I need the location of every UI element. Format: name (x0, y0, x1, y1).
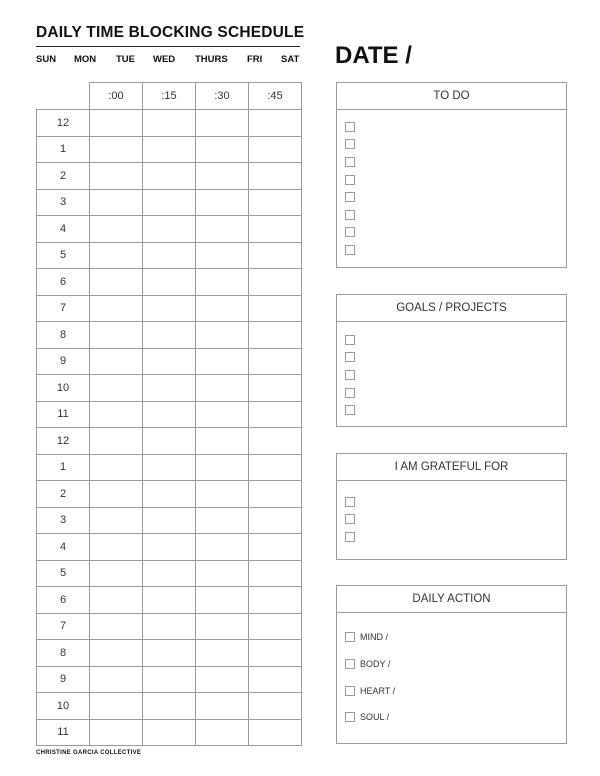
time-slot-cell[interactable] (143, 481, 196, 508)
hour-row (37, 189, 302, 216)
hour-row (37, 481, 302, 508)
goals-box (336, 294, 567, 427)
time-slot-cell[interactable] (249, 693, 302, 720)
time-slot-cell[interactable] (249, 322, 302, 349)
goal-item (345, 349, 566, 367)
hour-label: 2 (37, 163, 90, 190)
day-thurs[interactable]: THURS (195, 54, 228, 65)
hour-row (37, 507, 302, 534)
time-slot-cell[interactable] (143, 666, 196, 693)
time-slot-cell[interactable] (143, 348, 196, 375)
time-slot-cell[interactable] (249, 348, 302, 375)
hour-label: 11 (37, 401, 90, 428)
goal-checkbox[interactable] (345, 405, 355, 415)
hour-label: 9 (37, 348, 90, 375)
time-slot-cell[interactable] (143, 216, 196, 243)
time-slot-cell[interactable] (249, 216, 302, 243)
time-slot-cell[interactable] (90, 640, 143, 667)
time-slot-cell[interactable] (90, 560, 143, 587)
hour-row (37, 401, 302, 428)
time-slot-cell[interactable] (90, 534, 143, 561)
time-slot-cell[interactable] (90, 719, 143, 746)
column-header: :30 (196, 83, 249, 110)
time-slot-cell[interactable] (90, 163, 143, 190)
time-slot-cell[interactable] (90, 348, 143, 375)
time-slot-cell[interactable] (196, 719, 249, 746)
hour-row (37, 216, 302, 243)
grid-corner (37, 83, 90, 110)
time-slot-cell[interactable] (196, 216, 249, 243)
time-slot-cell[interactable] (143, 719, 196, 746)
hour-row (37, 348, 302, 375)
goals-title: GOALS / PROJECTS (337, 295, 566, 322)
grateful-title: I AM GRATEFUL FOR (337, 454, 566, 481)
daily-action-checkbox[interactable] (345, 686, 355, 696)
time-slot-cell[interactable] (249, 613, 302, 640)
goal-item (345, 384, 566, 402)
time-slot-cell[interactable] (196, 587, 249, 614)
todo-list (337, 110, 566, 259)
time-slot-cell[interactable] (143, 136, 196, 163)
hour-label: 10 (37, 375, 90, 402)
hour-label: 6 (37, 269, 90, 296)
hour-row (37, 295, 302, 322)
hour-row (37, 322, 302, 349)
daily-action-item (345, 704, 566, 731)
grateful-checkbox[interactable] (345, 497, 355, 507)
grateful-box (336, 453, 567, 560)
page-title: DAILY TIME BLOCKING SCHEDULE (36, 24, 305, 41)
time-slot-cell[interactable] (249, 719, 302, 746)
todo-item (345, 188, 566, 206)
daily-action-list (337, 613, 566, 731)
time-slot-cell[interactable] (249, 454, 302, 481)
time-slot-cell[interactable] (249, 242, 302, 269)
todo-item (345, 171, 566, 189)
hour-label: 7 (37, 295, 90, 322)
time-slot-cell[interactable] (143, 295, 196, 322)
time-slot-cell[interactable] (249, 163, 302, 190)
time-slot-cell[interactable] (196, 401, 249, 428)
time-slot-cell[interactable] (196, 322, 249, 349)
hour-row (37, 375, 302, 402)
time-slot-cell[interactable] (196, 640, 249, 667)
time-slot-cell[interactable] (90, 295, 143, 322)
time-slot-cell[interactable] (196, 375, 249, 402)
goal-checkbox[interactable] (345, 352, 355, 362)
time-slot-cell[interactable] (90, 110, 143, 137)
daily-action-item (345, 624, 566, 651)
hour-row (37, 719, 302, 746)
time-slot-cell[interactable] (143, 375, 196, 402)
todo-checkbox[interactable] (345, 122, 355, 132)
time-slot-cell[interactable] (143, 428, 196, 455)
time-slot-cell[interactable] (249, 666, 302, 693)
time-slot-cell[interactable] (143, 534, 196, 561)
time-slot-cell[interactable] (196, 428, 249, 455)
time-slot-cell[interactable] (249, 507, 302, 534)
grateful-item (345, 528, 566, 546)
daily-action-label: BODY / (360, 659, 391, 670)
time-slot-cell[interactable] (249, 534, 302, 561)
time-slot-cell[interactable] (196, 242, 249, 269)
time-slot-cell[interactable] (196, 189, 249, 216)
day-tue[interactable]: TUE (116, 54, 135, 65)
todo-item (345, 153, 566, 171)
todo-title: TO DO (337, 83, 566, 110)
day-wed[interactable]: WED (153, 54, 176, 65)
hour-row (37, 428, 302, 455)
hour-row (37, 242, 302, 269)
goal-checkbox[interactable] (345, 370, 355, 380)
time-slot-cell[interactable] (249, 560, 302, 587)
time-slot-cell[interactable] (143, 613, 196, 640)
column-header: :00 (90, 83, 143, 110)
day-mon[interactable]: MON (74, 54, 97, 65)
hour-row (37, 269, 302, 296)
time-slot-cell[interactable] (249, 295, 302, 322)
time-slot-cell[interactable] (196, 136, 249, 163)
time-slot-cell[interactable] (143, 163, 196, 190)
todo-box (336, 82, 567, 268)
time-slot-cell[interactable] (143, 322, 196, 349)
hour-row (37, 136, 302, 163)
todo-item (345, 241, 566, 259)
time-slot-cell[interactable] (143, 110, 196, 137)
time-slot-cell[interactable] (90, 454, 143, 481)
footer-brand: CHRISTINE GARCIA COLLECTIVE (36, 750, 142, 756)
grateful-item (345, 511, 566, 529)
time-slot-cell[interactable] (143, 693, 196, 720)
hour-row (37, 666, 302, 693)
hour-label: 10 (37, 693, 90, 720)
todo-checkbox[interactable] (345, 192, 355, 202)
day-sat[interactable]: SAT (281, 54, 300, 65)
hour-label: 1 (37, 136, 90, 163)
hour-label: 5 (37, 242, 90, 269)
daily-action-label: SOUL / (360, 712, 390, 723)
daily-action-checkbox[interactable] (345, 632, 355, 642)
grateful-item (345, 493, 566, 511)
hour-label: 11 (37, 719, 90, 746)
column-header: :45 (249, 83, 302, 110)
time-slot-cell[interactable] (143, 189, 196, 216)
weekday-row (0, 54, 310, 66)
time-slot-cell[interactable] (143, 401, 196, 428)
todo-item (345, 206, 566, 224)
hour-row (37, 587, 302, 614)
time-slot-cell[interactable] (90, 428, 143, 455)
hour-row (37, 534, 302, 561)
hour-label: 1 (37, 454, 90, 481)
daily-action-item (345, 651, 566, 678)
hour-row (37, 454, 302, 481)
time-slot-cell[interactable] (196, 560, 249, 587)
time-slot-cell[interactable] (90, 136, 143, 163)
time-slot-cell[interactable] (90, 613, 143, 640)
daily-action-item (345, 677, 566, 704)
time-slot-cell[interactable] (196, 534, 249, 561)
time-slot-cell[interactable] (196, 110, 249, 137)
time-slot-cell[interactable] (196, 481, 249, 508)
todo-item (345, 224, 566, 242)
time-slot-cell[interactable] (143, 587, 196, 614)
hour-label: 4 (37, 216, 90, 243)
time-slot-cell[interactable] (143, 242, 196, 269)
time-slot-cell[interactable] (90, 375, 143, 402)
hour-label: 12 (37, 428, 90, 455)
hour-row (37, 110, 302, 137)
time-slot-cell[interactable] (196, 454, 249, 481)
todo-checkbox[interactable] (345, 175, 355, 185)
hour-label: 8 (37, 640, 90, 667)
hour-row (37, 640, 302, 667)
goal-checkbox[interactable] (345, 388, 355, 398)
time-slot-cell[interactable] (90, 481, 143, 508)
todo-checkbox[interactable] (345, 157, 355, 167)
todo-item (345, 118, 566, 136)
grateful-checkbox[interactable] (345, 532, 355, 542)
time-slot-cell[interactable] (143, 560, 196, 587)
goal-item (345, 331, 566, 349)
hour-row (37, 163, 302, 190)
day-sun[interactable]: SUN (36, 54, 57, 65)
time-slot-cell[interactable] (196, 269, 249, 296)
grid-body (37, 110, 302, 746)
time-slot-cell[interactable] (90, 189, 143, 216)
time-slot-cell[interactable] (143, 269, 196, 296)
date-field[interactable]: DATE / (335, 42, 412, 69)
time-slot-cell[interactable] (249, 136, 302, 163)
daily-action-box (336, 585, 567, 744)
time-slot-cell[interactable] (90, 587, 143, 614)
time-slot-cell[interactable] (90, 666, 143, 693)
hour-row (37, 693, 302, 720)
hour-row (37, 560, 302, 587)
time-slot-cell[interactable] (90, 269, 143, 296)
time-slot-cell[interactable] (90, 401, 143, 428)
goal-checkbox[interactable] (345, 335, 355, 345)
hour-label: 2 (37, 481, 90, 508)
time-slot-cell[interactable] (196, 348, 249, 375)
time-slot-cell[interactable] (196, 507, 249, 534)
hour-label: 3 (37, 189, 90, 216)
time-slot-cell[interactable] (249, 587, 302, 614)
time-slot-cell[interactable] (249, 375, 302, 402)
time-slot-cell[interactable] (249, 401, 302, 428)
todo-item (345, 136, 566, 154)
time-slot-cell[interactable] (90, 216, 143, 243)
daily-action-label: MIND / (360, 632, 388, 643)
daily-action-checkbox[interactable] (345, 659, 355, 669)
todo-checkbox[interactable] (345, 227, 355, 237)
time-block-grid (36, 82, 302, 746)
daily-action-checkbox[interactable] (345, 712, 355, 722)
hour-label: 4 (37, 534, 90, 561)
time-slot-cell[interactable] (196, 613, 249, 640)
goal-item (345, 366, 566, 384)
title-underline (36, 46, 300, 47)
time-slot-cell[interactable] (249, 189, 302, 216)
todo-checkbox[interactable] (345, 139, 355, 149)
hour-row (37, 613, 302, 640)
todo-checkbox[interactable] (345, 245, 355, 255)
time-slot-cell[interactable] (90, 242, 143, 269)
time-slot-cell[interactable] (196, 295, 249, 322)
time-slot-cell[interactable] (90, 693, 143, 720)
hour-label: 8 (37, 322, 90, 349)
hour-label: 7 (37, 613, 90, 640)
time-slot-cell[interactable] (249, 640, 302, 667)
grateful-list (337, 481, 566, 546)
todo-checkbox[interactable] (345, 210, 355, 220)
time-slot-cell[interactable] (143, 640, 196, 667)
daily-action-title: DAILY ACTION (337, 586, 566, 613)
goals-list (337, 322, 566, 419)
time-slot-cell[interactable] (249, 110, 302, 137)
day-fri[interactable]: FRI (247, 54, 263, 65)
hour-label: 3 (37, 507, 90, 534)
time-slot-cell[interactable] (90, 322, 143, 349)
time-slot-cell[interactable] (196, 163, 249, 190)
column-header: :15 (143, 83, 196, 110)
grid-header-row (37, 83, 302, 110)
time-slot-cell[interactable] (90, 507, 143, 534)
time-slot-cell[interactable] (249, 269, 302, 296)
time-slot-cell[interactable] (143, 454, 196, 481)
time-slot-cell[interactable] (196, 666, 249, 693)
hour-label: 5 (37, 560, 90, 587)
time-slot-cell[interactable] (196, 693, 249, 720)
daily-action-label: HEART / (360, 685, 396, 696)
time-slot-cell[interactable] (249, 481, 302, 508)
time-slot-cell[interactable] (249, 428, 302, 455)
time-slot-cell[interactable] (143, 507, 196, 534)
hour-label: 6 (37, 587, 90, 614)
grateful-checkbox[interactable] (345, 514, 355, 524)
hour-label: 12 (37, 110, 90, 137)
hour-label: 9 (37, 666, 90, 693)
goal-item (345, 401, 566, 419)
